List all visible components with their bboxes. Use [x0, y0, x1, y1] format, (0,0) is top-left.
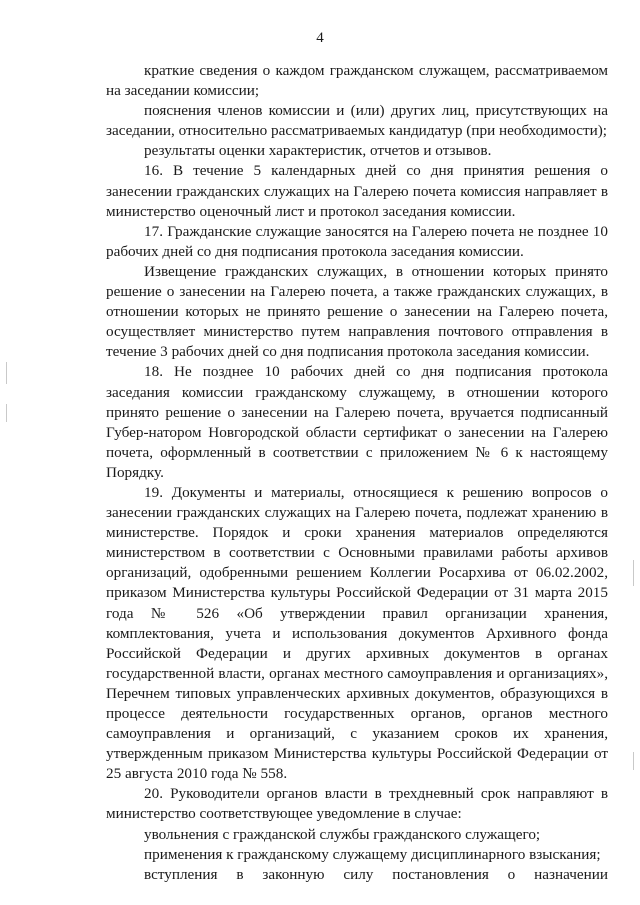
paragraph: 16. В течение 5 календарных дней со дня принятия решения о занесении гражданских служащих на Галерею почета комиссия направляет в министерство оценочный лист и протокол заседания комиссии.: [106, 162, 608, 220]
paragraph: применения к гражданскому служащему дисциплинарного взыскания;: [144, 845, 601, 863]
paragraph: пояснения членов комиссии и (или) других лиц, присутствующих на заседании, относительно рассматриваемых кандидатур (при необходимости);: [106, 102, 608, 140]
paragraph: краткие сведения о каждом гражданском служащем, рассматриваемом на заседании комиссии;: [106, 62, 608, 100]
paragraph: 18. Не позднее 10 рабочих дней со дня подписания протокола заседания комиссии гражданскому служащему, в отношении которого принято решение о занесении на Галерею почета, вручается подписанный Губер-натором Новгородской области сертификат о занесении на Галерею почета, оформленный в соответствии с приложением № 6 к настоящему Порядку.: [106, 363, 608, 481]
scan-artifact: [633, 560, 634, 586]
paragraph: увольнения с гражданской службы гражданского служащего;: [144, 825, 541, 843]
page-number: 4: [316, 30, 324, 46]
paragraph: Извещение гражданских служащих, в отношении которых принято решение о занесении на Галерею почета, а также гражданских служащих, в отношении которых не принято решение о занесении на Галерею почета, осуществляет министерство путем направления почтового отправления в течение 3 рабочих дней со дня подписания протокола заседания комиссии.: [106, 262, 608, 361]
scan-artifact: [6, 404, 7, 422]
paragraph: 20. Руководители органов власти в трехдневный срок направляют в министерство соответствующее уведомление в случае:: [106, 785, 608, 823]
paragraph: вступления в законную силу постановления о назначении: [144, 865, 608, 883]
document-body: [106, 61, 608, 885]
scan-artifact: [633, 752, 634, 770]
paragraph: 19. Документы и материалы, относящиеся к решению вопросов о занесении гражданских служащих на Галерею почета, подлежат хранению в министерстве. Порядок и сроки хранения материалов определяются министерством в соответствии с Основными правилами работы архивов организаций, одобренными решением Коллегии Росархива от 06.02.2002, приказом Министерства культуры Российской Федерации от 31 марта 2015 года № 526 «Об утверждении правил организации хранения, комплектования, учета и использования документов Архивного фонда Российской Федерации и других архивных документов в органах государственной власти, органах местного самоуправления и организациях», Перечнем типовых управленческих архивных документов, образующихся в процессе деятельности государственных органов, органов местного самоуправления и организаций, с указанием сроков их хранения, утвержденным приказом Министерства культуры Российской Федерации от 25 августа 2010 года № 558.: [106, 483, 608, 783]
paragraph: результаты оценки характеристик, отчетов и отзывов.: [144, 142, 492, 160]
scan-artifact: [6, 362, 7, 384]
paragraph: 17. Гражданские служащие заносятся на Галерею почета не позднее 10 рабочих дней со дня подписания протокола заседания комиссии.: [106, 222, 608, 260]
